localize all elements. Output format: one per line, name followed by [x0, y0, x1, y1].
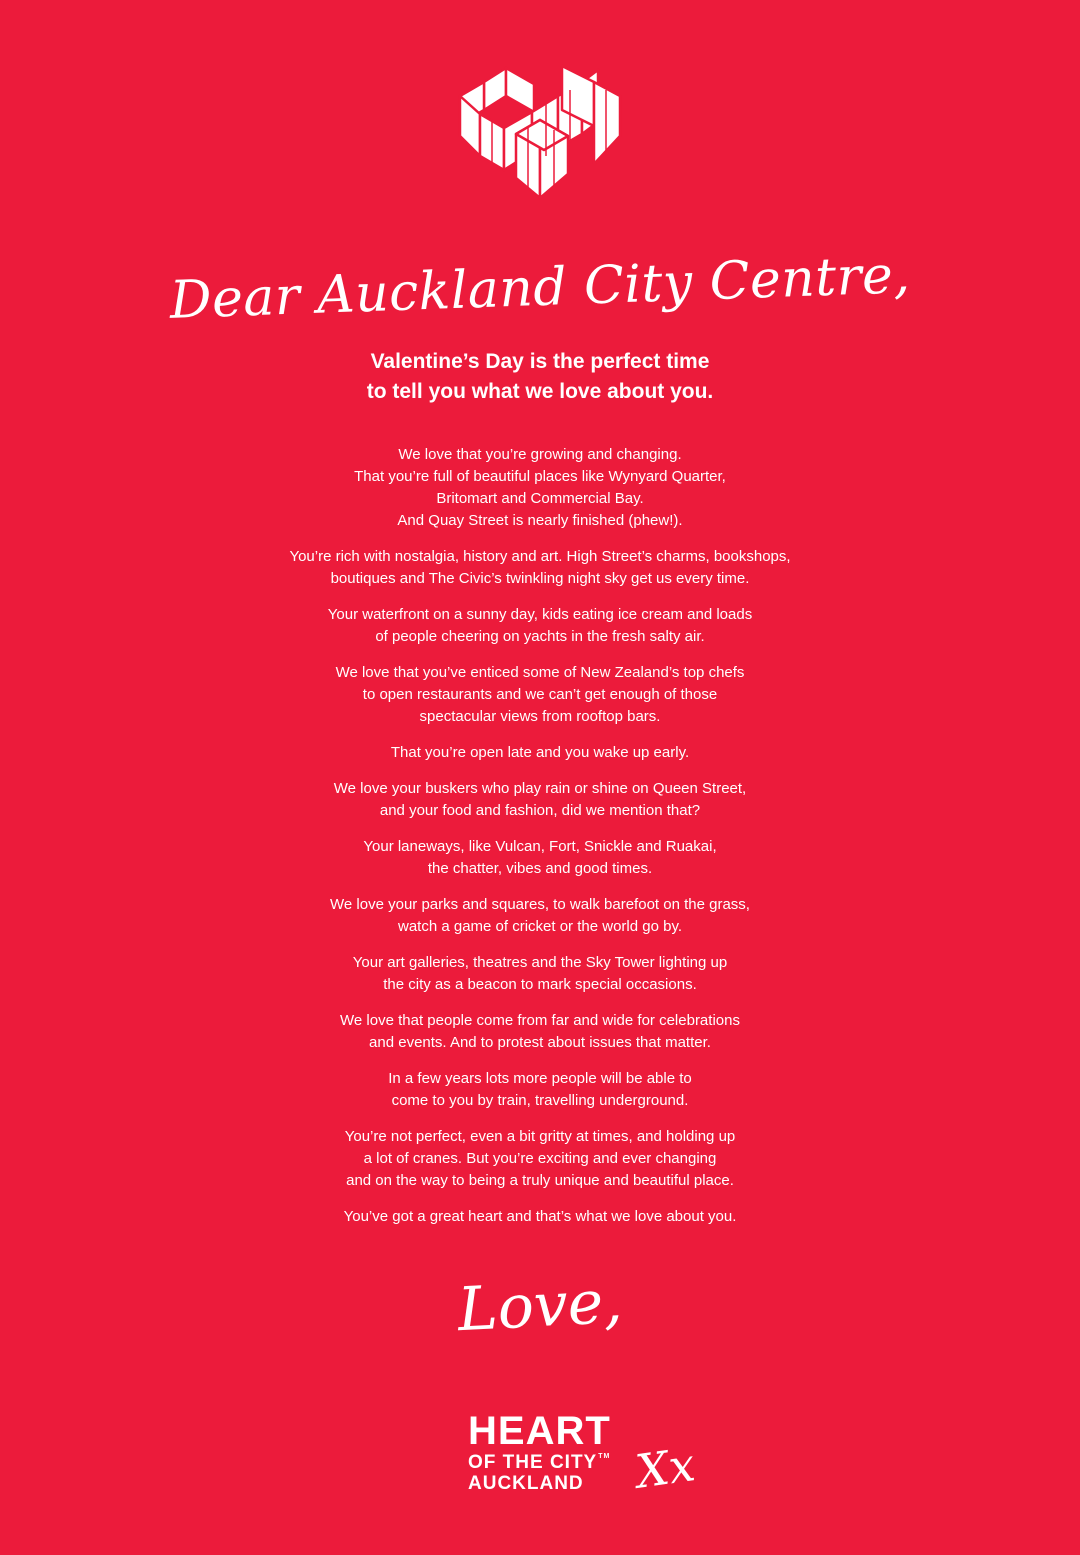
- paragraph: [0, 778, 1080, 822]
- letter-body: [0, 444, 1080, 1242]
- paragraph-line: In a few years lots more people will be able to: [388, 1070, 692, 1087]
- signoff: Love,: [456, 1266, 624, 1346]
- paragraph-line: the chatter, vibes and good times.: [427, 860, 653, 877]
- brand-line-auckland: AUCKLAND: [468, 1473, 584, 1494]
- intro-line: to tell you what we love about you.: [366, 380, 714, 403]
- intro-line: Valentine’s Day is the perfect time: [370, 350, 710, 373]
- paragraph-line: You’re rich with nostalgia, history and art. High Street’s charms, bookshops,: [289, 548, 791, 565]
- paragraph-line: You’re not perfect, even a bit gritty at times, and holding up: [344, 1128, 736, 1145]
- paragraph-line: spectacular views from rooftop bars.: [419, 708, 661, 725]
- paragraph: [0, 952, 1080, 996]
- paragraph-line: and your food and fashion, did we mention that?: [379, 802, 701, 819]
- paragraph-line: and on the way to being a truly unique and beautiful place.: [346, 1172, 734, 1189]
- paragraph: [0, 1068, 1080, 1112]
- brand-line-heart: HEART: [468, 1409, 611, 1453]
- paragraph: [0, 894, 1080, 938]
- paragraph-line: We love that you’re growing and changing.: [398, 446, 682, 463]
- trademark-mark: TM: [598, 1453, 611, 1460]
- paragraph-line: Your laneways, like Vulcan, Fort, Snickle and Ruakai,: [363, 838, 717, 855]
- paragraph-line: a lot of cranes. But you’re exciting and ever changing: [363, 1150, 717, 1167]
- paragraph: [0, 742, 1080, 764]
- paragraph-line: We love that people come from far and wide for celebrations: [340, 1012, 740, 1029]
- paragraph-line: to open restaurants and we can’t get enough of those: [362, 686, 718, 703]
- paragraph: [0, 1010, 1080, 1054]
- heart-of-the-city-logo: [468, 1411, 611, 1493]
- heart-buildings-icon: [458, 56, 622, 200]
- paragraph-line: Britomart and Commercial Bay.: [436, 490, 644, 507]
- paragraph: [0, 1206, 1080, 1228]
- paragraph-line: We love your buskers who play rain or shine on Queen Street,: [333, 780, 747, 797]
- paragraph-line: and events. And to protest about issues that matter.: [369, 1034, 711, 1051]
- paragraph-line: We love your parks and squares, to walk barefoot on the grass,: [330, 896, 750, 913]
- paragraph-line: And Quay Street is nearly finished (phew!).: [397, 512, 683, 529]
- paragraph: [0, 604, 1080, 648]
- brand-line-of-the-city: [468, 1453, 611, 1472]
- paragraph: [0, 444, 1080, 532]
- paragraph-line: That you’re open late and you wake up early.: [390, 744, 690, 761]
- paragraph: [0, 1126, 1080, 1192]
- intro-heading: [0, 347, 1080, 407]
- paragraph-line: of people cheering on yachts in the fresh salty air.: [375, 628, 705, 645]
- paragraph-line: boutiques and The Civic’s twinkling night sky get us every time.: [330, 570, 750, 587]
- paragraph-line: come to you by train, travelling underground.: [391, 1092, 689, 1109]
- paragraph-line: Your art galleries, theatres and the Sky Tower lighting up: [352, 954, 728, 971]
- paragraph: [0, 546, 1080, 590]
- paragraph: [0, 662, 1080, 728]
- heart-buildings-logo: [458, 56, 622, 200]
- paragraph-line: We love that you’ve enticed some of New Zealand’s top chefs: [335, 664, 745, 681]
- paragraph-line: You’ve got a great heart and that’s what we love about you.: [343, 1208, 737, 1225]
- paragraph: [0, 836, 1080, 880]
- paragraph-line: That you’re full of beautiful places like Wynyard Quarter,: [354, 468, 726, 485]
- brand-line-of-the-city-text: OF THE CITY: [468, 1452, 598, 1473]
- salutation: Dear Auckland City Centre,: [168, 245, 912, 331]
- kisses: Xx: [632, 1437, 699, 1499]
- paragraph-line: watch a game of cricket or the world go by.: [397, 918, 683, 935]
- paragraph-line: Your waterfront on a sunny day, kids eating ice cream and loads: [327, 606, 753, 623]
- paragraph-line: the city as a beacon to mark special occasions.: [383, 976, 697, 993]
